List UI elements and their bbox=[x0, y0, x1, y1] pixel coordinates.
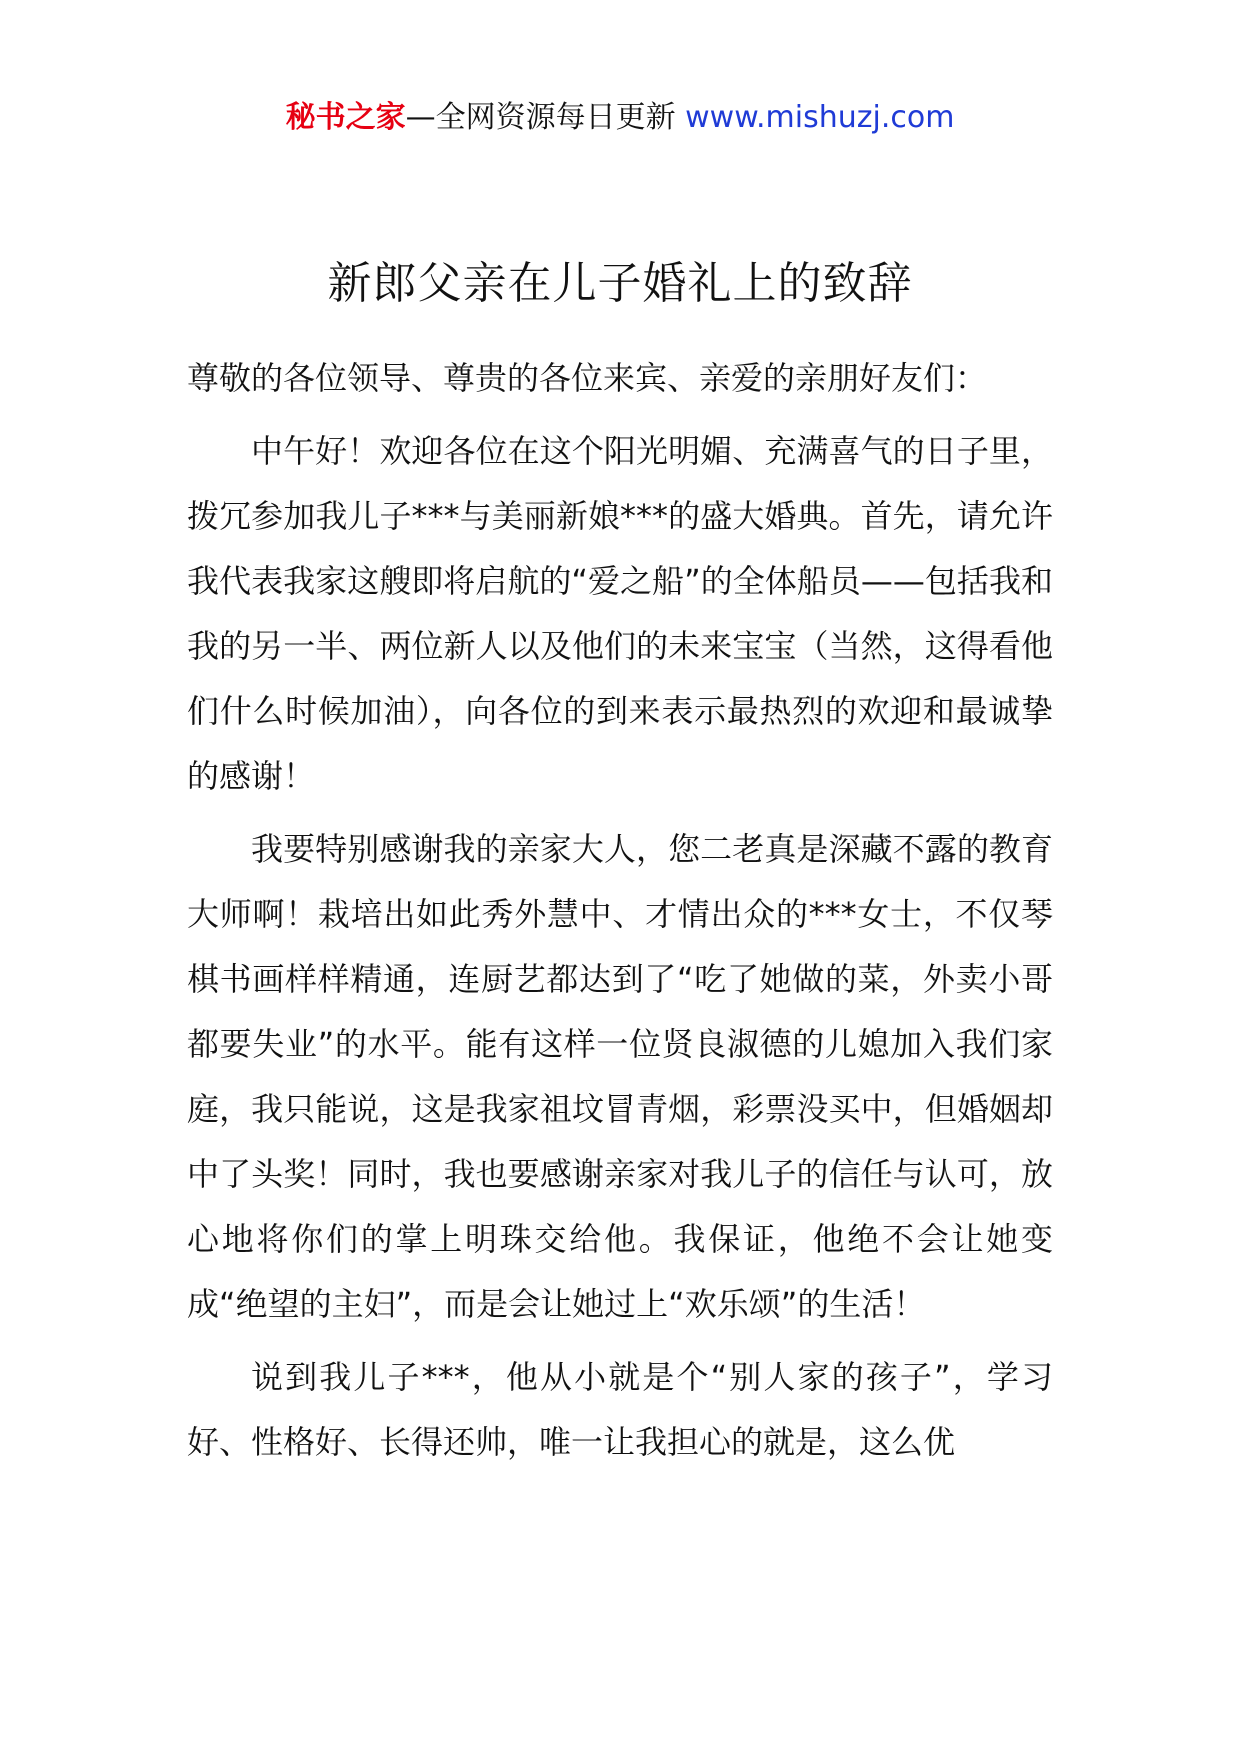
site-url-link[interactable]: www.mishuzj.com bbox=[685, 100, 955, 135]
paragraph: 说到我儿子***，他从小就是个“别人家的孩子”，学习好、性格好、长得还帅，唯一让我担心的就是，这么优 bbox=[187, 1358, 1053, 1461]
document-title: 新郎父亲在儿子婚礼上的致辞 bbox=[327, 258, 913, 309]
header-tagline: —全网资源每日更新 bbox=[405, 100, 686, 135]
paragraph: 中午好！欢迎各位在这个阳光明媚、充满喜气的日子里，拨冗参加我儿子***与美丽新娘***的盛大婚典。首先，请允许我代表我家这艘即将启航的“爱之船”的全体船员——包括我和我的另一半、两位新人以及他们的未来宝宝（当然，这得看他们什么时候加油），向各位的到来表示最热烈的欢迎和最诚挚的感谢！ bbox=[187, 432, 1053, 795]
paragraph: 我要特别感谢我的亲家大人，您二老真是深藏不露的教育大师啊！栽培出如此秀外慧中、才情出众的***女士，不仅琴棋书画样样精通，连厨艺都达到了“吃了她做的菜，外卖小哥都要失业”的水平。能有这样一位贤良淑德的儿媳加入我们家庭，我只能说，这是我家祖坟冒青烟，彩票没买中，但婚姻却中了头奖！同时，我也要感谢亲家对我儿子的信任与认可，放心地将你们的掌上明珠交给他。我保证，他绝不会让她变成“绝望的主妇”，而是会让她过上“欢乐颂”的生活！ bbox=[187, 830, 1053, 1323]
document-body bbox=[187, 346, 1053, 1475]
salutation: 尊敬的各位领导、尊贵的各位来宾、亲爱的亲朋好友们： bbox=[187, 359, 988, 397]
page-header bbox=[0, 98, 1240, 138]
site-name: 秘书之家 bbox=[285, 100, 406, 135]
